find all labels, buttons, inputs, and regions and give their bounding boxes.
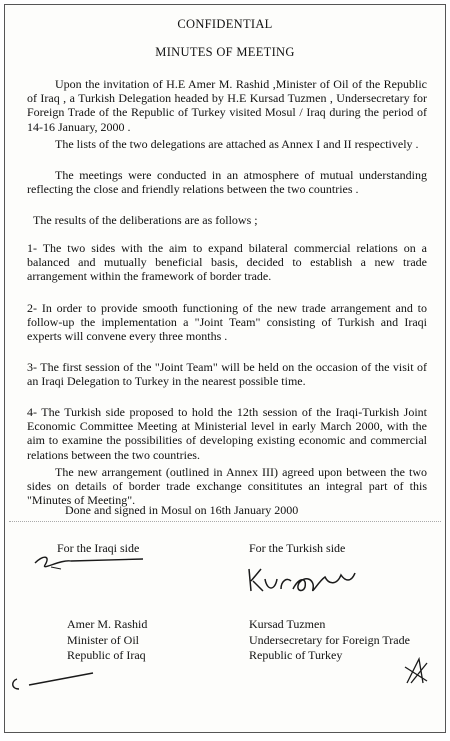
annex-paragraph: The new arrangement (outlined in Annex III) agreed upon between the two sides on details of border trade exchange consititutes an integral part of this "Minutes of Meeting". (27, 465, 427, 508)
iraqi-signatory-title: Minister of Oil (67, 632, 139, 647)
item-1: 1- The two sides with the aim to expand bilateral commercial relations on a balanced and mutually beneficial basis, decided to establish a new trade arrangement within the framework of border trade. (27, 241, 427, 284)
document-page (4, 4, 446, 733)
turkish-signatory-title: Undersecretary for Foreign Trade (249, 632, 410, 647)
bottom-right-initials (397, 653, 437, 693)
turkish-signatory-block (249, 617, 410, 664)
turkish-signatory-country: Republic of Turkey (249, 648, 343, 662)
iraqi-side-label: For the Iraqi side (57, 541, 140, 555)
iraqi-signatory-name: Amer M. Rashid (67, 617, 148, 631)
iraqi-signatory-block (67, 617, 147, 664)
item-3: 3- The first session of the "Joint Team" will be held on the occasion of the visit of an Iraqi Delegation to Turkey in the nearest possible time. (27, 360, 427, 389)
turkish-side-label: For the Turkish side (249, 541, 346, 555)
turkish-signature (245, 561, 365, 601)
item-4: 4- The Turkish side proposed to hold the 12th session of the Iraqi-Turkish Joint Economic Committee Meeting at Ministerial level in early March 2000, with the aim to examine the possibilities of developing existing economic and commercial relations between the two countries. (27, 405, 427, 462)
document-title: MINUTES OF MEETING (155, 45, 295, 59)
bottom-left-initials (9, 669, 99, 697)
atmosphere-paragraph: The meetings were conducted in an atmosphere of mutual understanding reflecting the close and friendly relations between the two countries . (27, 168, 427, 197)
iraqi-signatory-country: Republic of Iraq (67, 648, 146, 662)
item-2: 2- In order to provide smooth functioning of the new trade arrangement and to follow-up the implementation a "Joint Team" consisting of Turkish and Iraqi experts will convene every three months . (27, 301, 427, 344)
intro-paragraph: Upon the invitation of H.E Amer M. Rashid ,Minister of Oil of the Republic of Iraq , a Turkish Delegation headed by H.E Kursad Tuzmen , Undersecretary for Foreign Trade of the Republic of Turkey visited Mosul / Iraq during the period of 14-16 January, 2000 . (27, 77, 427, 134)
turkish-side-column (249, 541, 345, 556)
classification-label: CONFIDENTIAL (177, 17, 273, 31)
delegations-paragraph: The lists of the two delegations are attached as Annex I and II respectively . (55, 137, 419, 151)
iraqi-signature (31, 549, 151, 579)
turkish-signatory-name: Kursad Tuzmen (249, 617, 326, 631)
scan-artifact-line (9, 521, 441, 522)
results-intro: The results of the deliberations are as follows ; (33, 213, 258, 227)
signing-statement: Done and signed in Mosul on 16th January 2000 (65, 503, 299, 517)
